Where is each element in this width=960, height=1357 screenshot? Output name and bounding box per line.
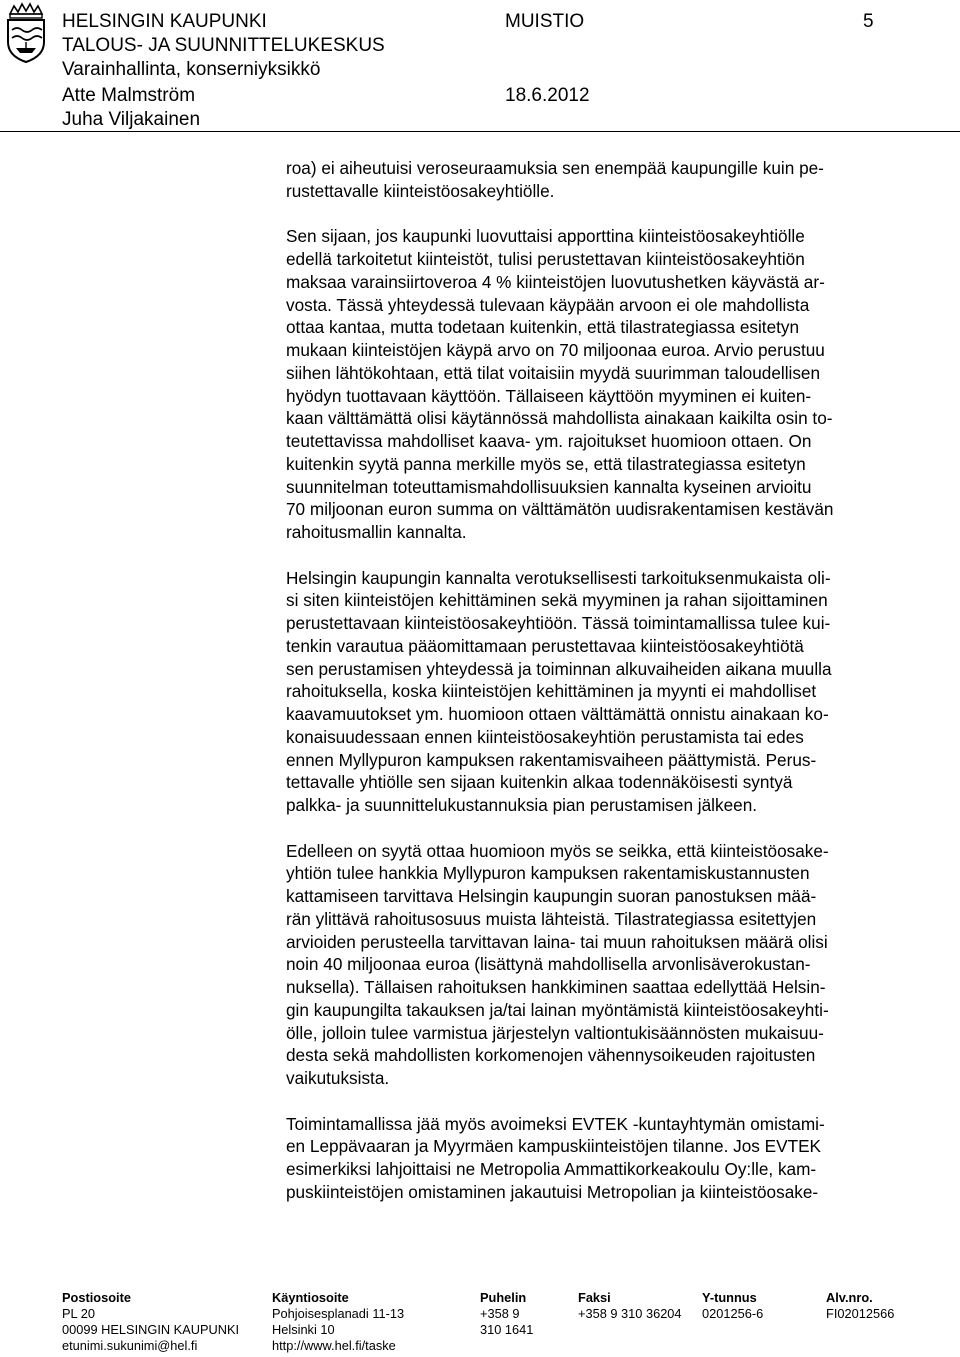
footer-phone — [480, 1290, 533, 1338]
footer-value: 310 1641 — [480, 1322, 534, 1337]
footer-value: +358 9 — [480, 1306, 520, 1321]
text-line: nuksella). Tällaisen rahoituksen hankkiminen saattaa edellyttää Helsin- — [286, 977, 826, 997]
text-line: teutettavissa mahdolliset kaava- ym. rajoitukset huomioon ottaen. On — [286, 431, 812, 451]
document-body — [286, 157, 944, 1226]
text-line: rustettavalle kiinteistöosakeyhtiölle. — [286, 180, 555, 201]
text-line: konaisuudessaan ennen kiinteistöosakeyhtiön perustamista tai edes — [286, 726, 804, 747]
footer-business-id — [702, 1290, 763, 1322]
author-name: Atte Malmström — [62, 85, 196, 106]
text-line: esimerkiksi lahjoittaisi ne Metropolia Ammattikorkeakoulu Oy:lle, kam- — [286, 1159, 817, 1179]
text-line: Helsingin kaupungin kannalta verotuksellisesti tarkoituksenmukaista oli- — [286, 567, 831, 588]
text-line: arvioiden perusteella tarvittavan laina- tai muun rahoituksen määrä olisi — [286, 931, 828, 952]
header-divider — [0, 131, 960, 132]
footer-email[interactable]: etunimi.sukunimi@hel.fi — [62, 1338, 198, 1353]
text-line: edellä tarkoitetut kiinteistöt, tulisi perustettavan kiinteistöosakeyhtiön — [286, 249, 805, 269]
text-line: Sen sijaan, jos kaupunki luovuttaisi apporttina kiinteistöosakeyhtiölle — [286, 226, 805, 247]
footer-value: 0201256-6 — [702, 1306, 764, 1321]
paragraph — [286, 225, 944, 544]
footer-value: +358 9 310 36204 — [578, 1306, 682, 1321]
paragraph — [286, 157, 944, 203]
text-line: perustettavaan kiinteistöosakeyhtiöön. Tässä toimintamallissa tulee kui- — [286, 613, 831, 633]
footer-value: 00099 HELSINGIN KAUPUNKI — [62, 1322, 240, 1337]
text-line: gin kaupungilta takauksen ja/tai lainan myöntämistä kiinteistöosakeyhti- — [286, 999, 829, 1020]
text-line: suunnitelman toteuttamismahdollisuuksien kannalta kyseinen arvioitu — [286, 476, 812, 497]
text-line: maksaa varainsiirtoveroa 4 % kiinteistöjen luovutushetken käyvästä ar- — [286, 271, 825, 292]
footer-label: Puhelin — [480, 1290, 527, 1305]
text-line: desta sekä mahdollisten korkomenojen vähennysoikeuden rajoitusten — [286, 1045, 816, 1066]
document-type: MUISTIO — [505, 11, 585, 32]
text-line: kuitenkin syytä panna merkille myös se, että tilastrategiassa esitetyn — [286, 453, 806, 474]
text-line: Toimintamallissa jää myös avoimeksi EVTEK -kuntayhtymän omistami- — [286, 1113, 825, 1134]
footer-value: Helsinki 10 — [272, 1322, 335, 1337]
helsinki-crest-logo — [2, 2, 50, 64]
footer-website-link[interactable]: http://www.hel.fi/taske — [272, 1338, 396, 1353]
text-line: tettavalle yhtiölle sen sijaan kuitenkin alkaa todennäköisesti syntyä — [286, 772, 793, 793]
text-line: hyödyn tuottavaan käyttöön. Tällaiseen käyttöön myyminen ei kuiten- — [286, 385, 812, 406]
text-line: ölle, jolloin tulee varmistua järjestelyn valtiontukisäännösten mukaisuu- — [286, 1022, 824, 1043]
paragraph — [286, 1113, 944, 1204]
paragraph — [286, 567, 944, 817]
org-unit: Varainhallinta, konserniyksikkö — [62, 59, 321, 80]
text-line: puskiinteistöjen omistaminen jakautuisi Metropolian ja kiinteistöosake- — [286, 1181, 819, 1202]
footer-visiting-address — [272, 1290, 404, 1354]
text-line: sen perustamisen yhteydessä ja toiminnan alkuvaiheiden aikana muulla — [286, 658, 832, 679]
footer-vat-number — [826, 1290, 894, 1322]
footer-value: Pohjoisesplanadi 11-13 — [272, 1306, 405, 1321]
footer-fax — [578, 1290, 682, 1322]
text-line: siihen lähtökohtaan, että tilat voitaisiin myydä suurimman taloudellisen — [286, 362, 821, 383]
paragraph — [286, 840, 944, 1090]
text-line: kaan välttämättä olisi käytännössä mahdollista ainakaan kaikilta osin to- — [286, 408, 833, 429]
document-date: 18.6.2012 — [505, 85, 590, 106]
footer-label: Käyntiosoite — [272, 1290, 349, 1305]
footer-label: Postiosoite — [62, 1290, 131, 1305]
text-line: yhtiön tulee hankkia Myllypuron kampuksen rakentamiskustannusten — [286, 863, 810, 884]
text-line: vosta. Tässä yhteydessä tulevaan käypään arvoon ei ole mahdollista — [286, 294, 810, 315]
author-name: Juha Viljakainen — [62, 109, 201, 130]
text-line: en Leppävaaran ja Myyrmäen kampuskiinteistöjen tilanne. Jos EVTEK — [286, 1136, 822, 1157]
text-line: ottaa kantaa, mutta todetaan kuitenkin, että tilastrategiassa esitetyn — [286, 317, 800, 338]
text-line: 70 miljoonan euron summa on välttämätön uudisrakentamisen kestävän — [286, 499, 834, 520]
org-department: TALOUS- JA SUUNNITTELUKESKUS — [62, 35, 385, 56]
footer-postal-address — [62, 1290, 239, 1354]
text-line: roa) ei aiheutuisi veroseuraamuksia sen enempää kaupungille kuin pe- — [286, 158, 824, 178]
text-line: vaikutuksista. — [286, 1068, 390, 1088]
text-line: rän ylittävä rahoitusosuus muista lähteistä. Tilastrategiassa esitettyjen — [286, 908, 817, 929]
text-line: Edelleen on syytä ottaa huomioon myös se seikka, että kiinteistöosake- — [286, 840, 829, 861]
footer-label: Alv.nro. — [826, 1290, 873, 1305]
text-line: palkka- ja suunnittelukustannuksia pian perustamisen jälkeen. — [286, 795, 758, 815]
text-line: kattamiseen tarvittava Helsingin kaupungin suoran panostuksen mää- — [286, 886, 817, 906]
text-line: rahoituksella, koska kiinteistöjen kehittäminen ja myynti ei mahdolliset — [286, 681, 817, 702]
text-line: ennen Myllypuron kampuksen rakentamisvaiheen päättymistä. Perus- — [286, 749, 817, 770]
page-number: 5 — [863, 11, 874, 32]
footer-label: Y-tunnus — [702, 1290, 757, 1305]
footer-value: PL 20 — [62, 1306, 95, 1321]
text-line: noin 40 miljoonaa euroa (lisättynä mahdollisella arvonlisäverokustan- — [286, 954, 811, 975]
text-line: rahoitusmallin kannalta. — [286, 522, 467, 542]
text-line: si siten kiinteistöjen kehittäminen sekä myyminen ja rahan sijoittaminen — [286, 590, 828, 611]
footer-value: FI02012566 — [826, 1306, 895, 1321]
footer-label: Faksi — [578, 1290, 611, 1305]
text-line: mukaan kiinteistöjen käypä arvo on 70 miljoonaa euroa. Arvio perustuu — [286, 340, 825, 360]
text-line: kaavamuutokset ym. huomioon ottaen välttämättä onnistu ainakaan ko- — [286, 704, 829, 724]
org-name: HELSINGIN KAUPUNKI — [62, 11, 267, 32]
text-line: tenkin varautua pääomittamaan perustettavaa kiinteistöosakeyhtiötä — [286, 635, 804, 656]
